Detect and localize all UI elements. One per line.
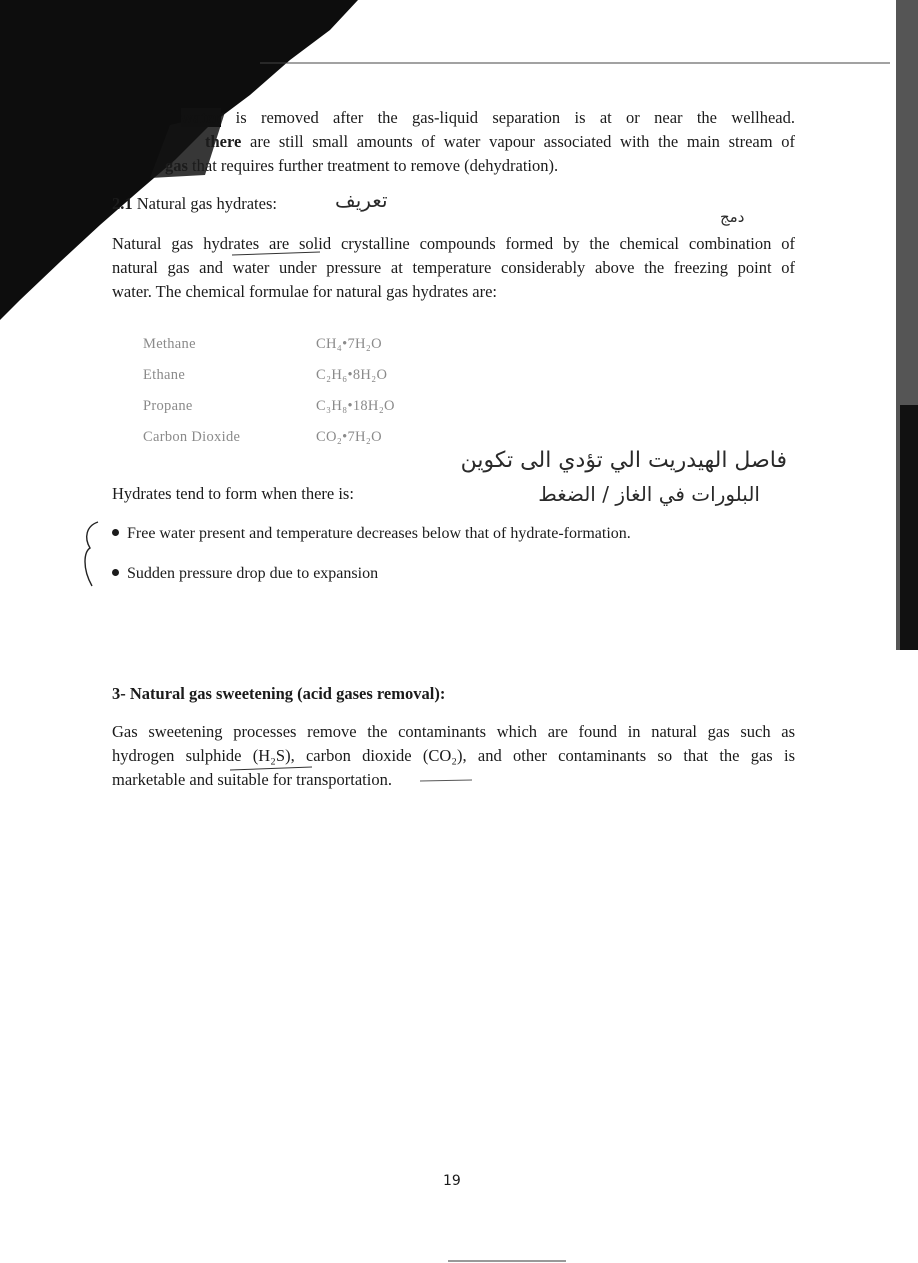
hydrate-formula: C₃H₈•18H₂O [316, 398, 395, 414]
handwritten-note-line-1: فاصل الهيدريت الي تؤدي الى تكوين [460, 448, 787, 473]
section-3-heading: 3- Natural gas sweetening (acid gases removal): [112, 684, 446, 703]
intro-fragment-there: there [205, 132, 242, 151]
intro-line-1: is removed after the gas-liquid separation is at or near the wellhead. [235, 108, 795, 127]
section-2-1-number: 2.1 [112, 194, 133, 213]
hydrate-name: Methane [143, 336, 196, 352]
definition-line-3: water. The chemical formulae for natural gas hydrates are: [112, 282, 497, 301]
page-number: 19 [443, 1173, 461, 1189]
hydrate-formula: CO₂•7H₂O [316, 429, 382, 445]
hydrate-name: Propane [143, 398, 193, 414]
definition-line-2: natural gas and water under pressure at temperature considerably above the freezing point of [112, 258, 795, 277]
handwritten-note-definition: تعريف [335, 188, 388, 212]
sweetening-line-3: marketable and suitable for transportation. [112, 770, 392, 789]
sweetening-line-1: Gas sweetening processes remove the contaminants which are found in natural gas such as [112, 722, 795, 741]
sweetening-line-2: hydrogen sulphide (H₂S), carbon dioxide (CO₂), and other contaminants so that the gas is [112, 746, 795, 765]
hydrate-formula: CH₄•7H₂O [316, 336, 382, 352]
intro-line-2: are still small amounts of water vapour associated with the main stream of [250, 132, 796, 151]
bullet-text: Sudden pressure drop due to expansion [127, 565, 379, 582]
intro-fragment-gas: gas [165, 156, 188, 175]
handwritten-note-combination: دمج [720, 208, 745, 226]
intro-fragment-water: water [181, 108, 222, 127]
handwritten-note-line-2: البلورات في الغاز / الضغط [538, 482, 760, 506]
hydrate-name: Ethane [143, 367, 186, 383]
section-2-1-title: Natural gas hydrates: [136, 194, 277, 213]
hydrates-tend-text: Hydrates tend to form when there is: [112, 484, 354, 503]
definition-line-1: Natural gas hydrates are solid crystalline compounds formed by the chemical combination of [112, 234, 795, 253]
hydrate-name: Carbon Dioxide [143, 429, 241, 445]
hydrate-formula: C₂H₆•8H₂O [316, 367, 388, 383]
bullet-text: Free water present and temperature decreases below that of hydrate-formation. [127, 525, 631, 542]
intro-line-3: that requires further treatment to remove (dehydration). [192, 156, 559, 175]
